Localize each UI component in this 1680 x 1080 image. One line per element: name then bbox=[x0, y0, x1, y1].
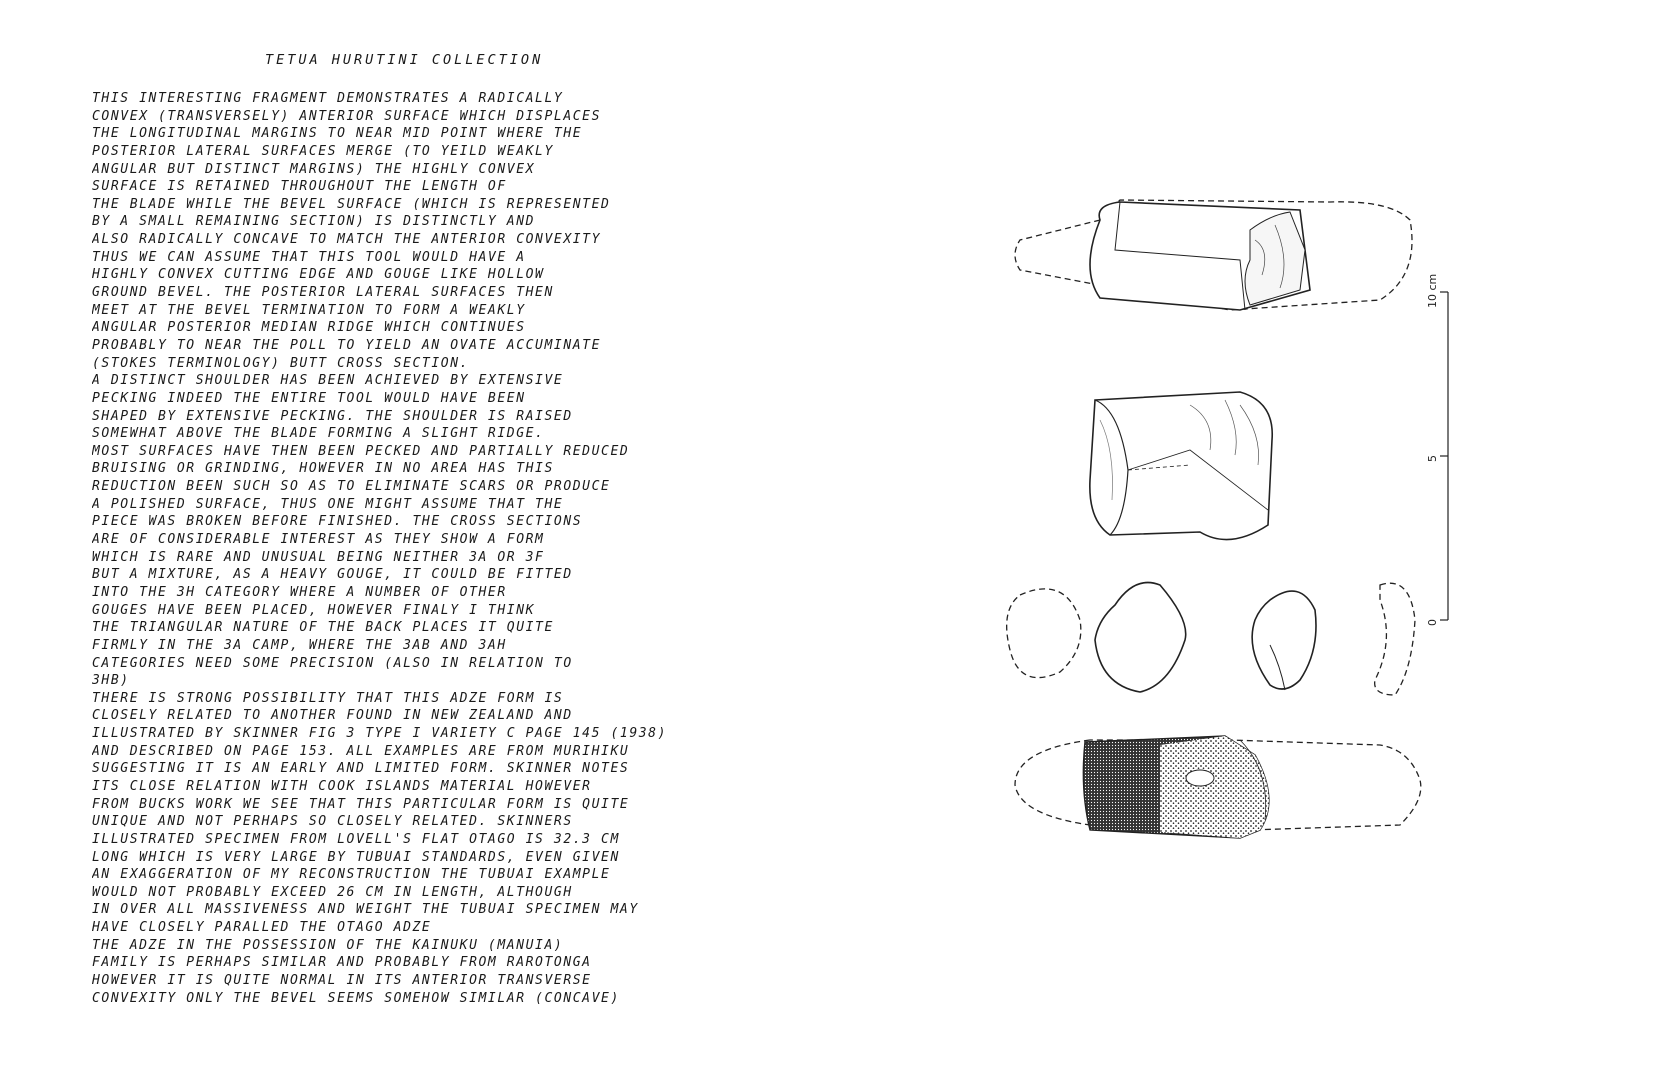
scale-bar bbox=[1426, 274, 1448, 626]
note-line: MOST SURFACES HAVE THEN BEEN PECKED AND PARTIALLY REDUCED bbox=[92, 443, 630, 459]
note-line: SURFACE IS RETAINED THROUGHOUT THE LENGTH OF bbox=[92, 179, 507, 195]
note-line: CONVEXITY ONLY THE BEVEL SEEMS SOMEHOW SIMILAR (CONCAVE) bbox=[92, 990, 620, 1006]
note-line: CLOSELY RELATED TO ANOTHER FOUND IN NEW ZEALAND AND bbox=[92, 708, 573, 724]
note-line: BUT A MIXTURE, AS A HEAVY GOUGE, IT COULD BE FITTED bbox=[92, 567, 573, 583]
note-line: BY A SMALL REMAINING SECTION) IS DISTINCTLY AND bbox=[92, 214, 536, 230]
cross-section-2 bbox=[1095, 583, 1186, 693]
note-line: PROBABLY TO NEAR THE POLL TO YIELD AN OVATE ACCUMINATE bbox=[92, 337, 602, 353]
note-line: MEET AT THE BEVEL TERMINATION TO FORM A WEAKLY bbox=[92, 302, 526, 318]
note-line: IN OVER ALL MASSIVENESS AND WEIGHT THE TUBUAI SPECIMEN MAY bbox=[92, 902, 639, 918]
note-line: AND DESCRIBED ON PAGE 153. ALL EXAMPLES ARE FROM MURIHIKU bbox=[92, 743, 630, 759]
note-line: BRUISING OR GRINDING, HOWEVER IN NO AREA HAS THIS bbox=[92, 461, 554, 477]
scale-label-5: 5 bbox=[1426, 455, 1439, 462]
note-line: REDUCTION BEEN SUCH SO AS TO ELIMINATE SCARS OR PRODUCE bbox=[92, 479, 611, 495]
note-line: SHAPED BY EXTENSIVE PECKING. THE SHOULDER IS RAISED bbox=[92, 408, 573, 424]
adze-front-view-stippled bbox=[1015, 736, 1421, 838]
note-line: GROUND BEVEL. THE POSTERIOR LATERAL SURFACES THEN bbox=[92, 285, 554, 301]
note-line: THUS WE CAN ASSUME THAT THIS TOOL WOULD HAVE A bbox=[92, 249, 526, 265]
note-line: (STOKES TERMINOLOGY) BUTT CROSS SECTION. bbox=[92, 355, 470, 371]
note-line: HOWEVER IT IS QUITE NORMAL IN ITS ANTERIOR TRANSVERSE bbox=[92, 973, 592, 989]
note-line: INTO THE 3H CATEGORY WHERE A NUMBER OF OTHER bbox=[92, 584, 507, 600]
cross-section-3 bbox=[1252, 591, 1316, 690]
note-line: FROM BUCKS WORK WE SEE THAT THIS PARTICULAR FORM IS QUITE bbox=[92, 796, 630, 812]
adze-illustration bbox=[1000, 180, 1600, 1040]
note-line: AN EXAGGERATION OF MY RECONSTRUCTION THE TUBUAI EXAMPLE bbox=[92, 867, 611, 883]
note-line: ILLUSTRATED SPECIMEN FROM LOVELL'S FLAT OTAGO IS 32.3 CM bbox=[92, 831, 620, 847]
note-line: PECKING INDEED THE ENTIRE TOOL WOULD HAVE BEEN bbox=[92, 390, 526, 406]
note-line: WHICH IS RARE AND UNUSUAL BEING NEITHER 3A OR 3F bbox=[92, 549, 545, 565]
note-line: SOMEWHAT ABOVE THE BLADE FORMING A SLIGHT RIDGE. bbox=[92, 426, 545, 442]
note-line: UNIQUE AND NOT PERHAPS SO CLOSELY RELATED. SKINNERS bbox=[92, 814, 573, 830]
note-line: THIS INTERESTING FRAGMENT DEMONSTRATES A RADICALLY bbox=[92, 91, 564, 106]
note-line: CONVEX (TRANSVERSELY) ANTERIOR SURFACE WHICH DISPLACES bbox=[92, 108, 602, 124]
note-line: FAMILY IS PERHAPS SIMILAR AND PROBABLY FROM RAROTONGA bbox=[92, 955, 592, 971]
adze-fragment-view bbox=[1090, 392, 1272, 540]
note-line: THE ADZE IN THE POSSESSION OF THE KAINUKU (MANUIA) bbox=[92, 937, 564, 953]
scale-label-10cm: 10 cm bbox=[1426, 273, 1439, 308]
note-line: A DISTINCT SHOULDER HAS BEEN ACHIEVED BY EXTENSIVE bbox=[92, 373, 564, 389]
note-line: THERE IS STRONG POSSIBILITY THAT THIS ADZE FORM IS bbox=[92, 690, 564, 706]
note-line: GOUGES HAVE BEEN PLACED, HOWEVER FINALY I THINK bbox=[92, 602, 536, 618]
note-line: SUGGESTING IT IS AN EARLY AND LIMITED FORM. SKINNER NOTES bbox=[92, 761, 630, 777]
note-line: ILLUSTRATED BY SKINNER FIG 3 TYPE I VARIETY C PAGE 145 (1938) bbox=[92, 726, 668, 742]
collection-title: TETUA HURUTINI COLLECTION bbox=[265, 52, 544, 68]
note-line: POSTERIOR LATERAL SURFACES MERGE (TO YEILD WEAKLY bbox=[92, 143, 554, 159]
note-line: CATEGORIES NEED SOME PRECISION (ALSO IN RELATION TO bbox=[92, 655, 573, 671]
note-line: ALSO RADICALLY CONCAVE TO MATCH THE ANTERIOR CONVEXITY bbox=[92, 232, 602, 248]
cross-section-4-reconstructed bbox=[1375, 583, 1415, 695]
note-line: ARE OF CONSIDERABLE INTEREST AS THEY SHOW A FORM bbox=[92, 532, 545, 548]
note-line: HIGHLY CONVEX CUTTING EDGE AND GOUGE LIKE HOLLOW bbox=[92, 267, 545, 283]
note-line: THE BLADE WHILE THE BEVEL SURFACE (WHICH IS REPRESENTED bbox=[92, 196, 611, 212]
note-line: THE TRIANGULAR NATURE OF THE BACK PLACES IT QUITE bbox=[92, 620, 554, 636]
note-line: LONG WHICH IS VERY LARGE BY TUBUAI STANDARDS, EVEN GIVEN bbox=[92, 849, 620, 865]
handwritten-notes bbox=[92, 90, 852, 1007]
adze-side-view bbox=[1015, 200, 1412, 310]
note-line: ANGULAR BUT DISTINCT MARGINS) THE HIGHLY CONVEX bbox=[92, 161, 536, 177]
note-line: FIRMLY IN THE 3A CAMP, WHERE THE 3AB AND 3AH bbox=[92, 637, 507, 653]
cross-section-1-reconstructed bbox=[1007, 589, 1081, 678]
note-line: HAVE CLOSELY PARALLED THE OTAGO ADZE bbox=[92, 920, 432, 936]
scale-label-0: 0 bbox=[1426, 619, 1439, 626]
note-line: A POLISHED SURFACE, THUS ONE MIGHT ASSUME THAT THE bbox=[92, 496, 564, 512]
note-line: 3HB) bbox=[92, 673, 130, 689]
note-line: WOULD NOT PROBABLY EXCEED 26 CM IN LENGTH, ALTHOUGH bbox=[92, 884, 573, 900]
note-line: ANGULAR POSTERIOR MEDIAN RIDGE WHICH CONTINUES bbox=[92, 320, 526, 336]
note-line: PIECE WAS BROKEN BEFORE FINISHED. THE CROSS SECTIONS bbox=[92, 514, 583, 530]
note-line: THE LONGITUDINAL MARGINS TO NEAR MID POINT WHERE THE bbox=[92, 126, 583, 142]
note-line: ITS CLOSE RELATION WITH COOK ISLANDS MATERIAL HOWEVER bbox=[92, 778, 592, 794]
